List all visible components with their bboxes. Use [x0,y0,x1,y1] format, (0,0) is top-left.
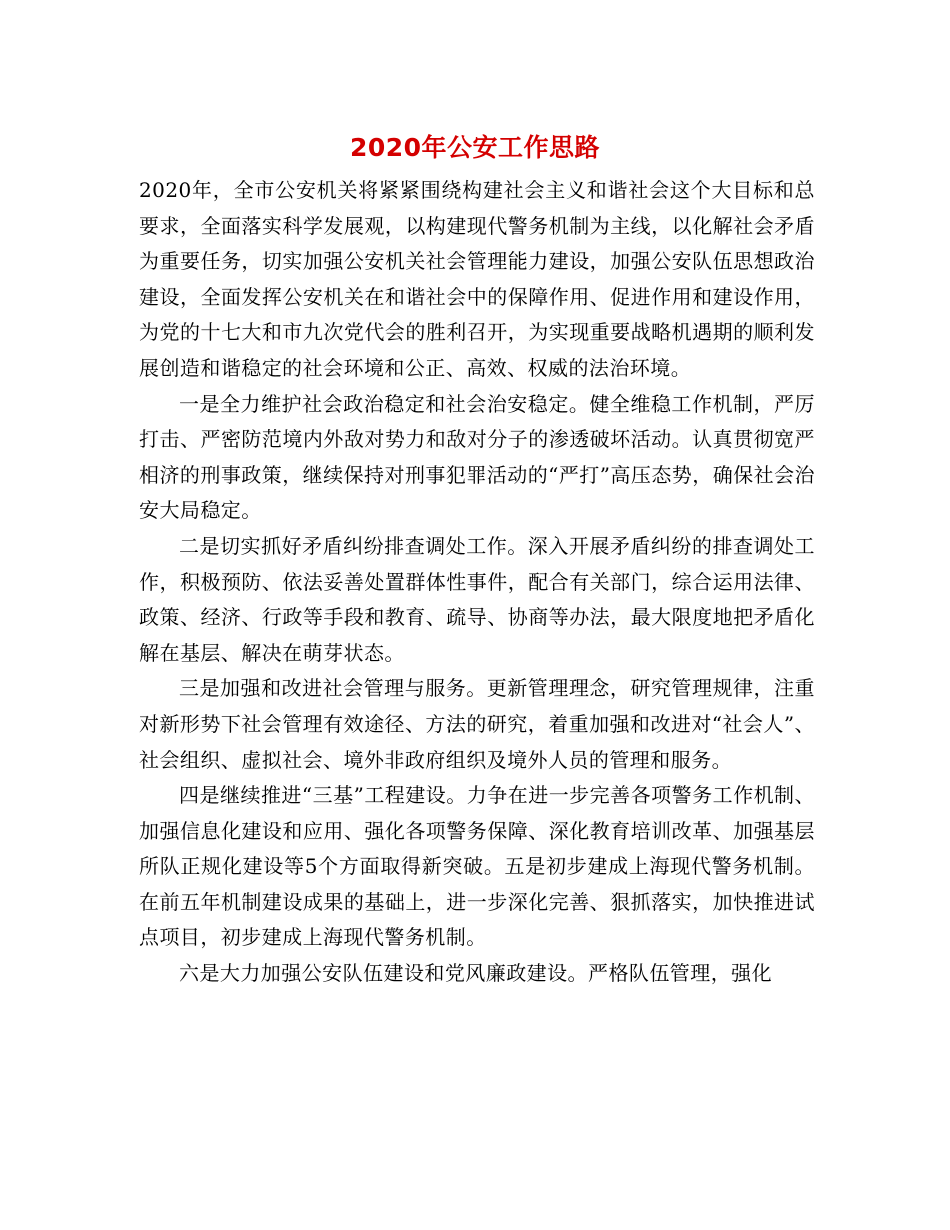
document-title: 2020年公安工作思路 [349,133,601,162]
document-body [139,173,815,992]
paragraph-item-4: 四是继续推进“三基”工程建设。力争在进一步完善各项警务工作机制、加强信息化建设和应用、强化各项警务保障、深化教育培训改革、加强基层所队正规化建设等5个方面取得新突破。五是初步建成上海现代警务机制。在前五年机制建设成果的基础上，进一步深化完善、狠抓落实，加快推进试点项目，初步建成上海现代警务机制。 [139,783,815,950]
paragraph-item-6: 六是大力加强公安队伍建设和党风廉政建设。严格队伍管理，强化 [179,961,773,986]
paragraph-item-3: 三是加强和改进社会管理与服务。更新管理理念，研究管理规律，注重对新形势下社会管理有效途径、方法的研究，着重加强和改进对“社会人”、社会组织、虚拟社会、境外非政府组织及境外人员的管理和服务。 [139,676,815,772]
paragraph-item-2: 二是切实抓好矛盾纠纷排查调处工作。深入开展矛盾纠纷的排查调处工作，积极预防、依法妥善处置群体性事件，配合有关部门，综合运用法律、政策、经济、行政等手段和教育、疏导、协商等办法，最大限度地把矛盾化解在基层、解决在萌芽状态。 [139,533,815,665]
paragraph-item-1: 一是全力维护社会政治稳定和社会治安稳定。健全维稳工作机制，严厉打击、严密防范境内外敌对势力和敌对分子的渗透破坏活动。认真贯彻宽严相济的刑事政策，继续保持对刑事犯罪活动的“严打”高压态势，确保社会治安大局稳定。 [139,391,815,523]
intro-paragraph: 2020年，全市公安机关将紧紧围绕构建社会主义和谐社会这个大目标和总要求，全面落实科学发展观，以构建现代警务机制为主线，以化解社会矛盾为重要任务，切实加强公安机关社会管理能力建设，加强公安队伍思想政治建设，全面发挥公安机关在和谐社会中的保障作用、促进作用和建设作用，为党的十七大和市九次党代会的胜利召开，为实现重要战略机遇期的顺利发展创造和谐稳定的社会环境和公正、高效、权威的法治环境。 [139,178,815,380]
